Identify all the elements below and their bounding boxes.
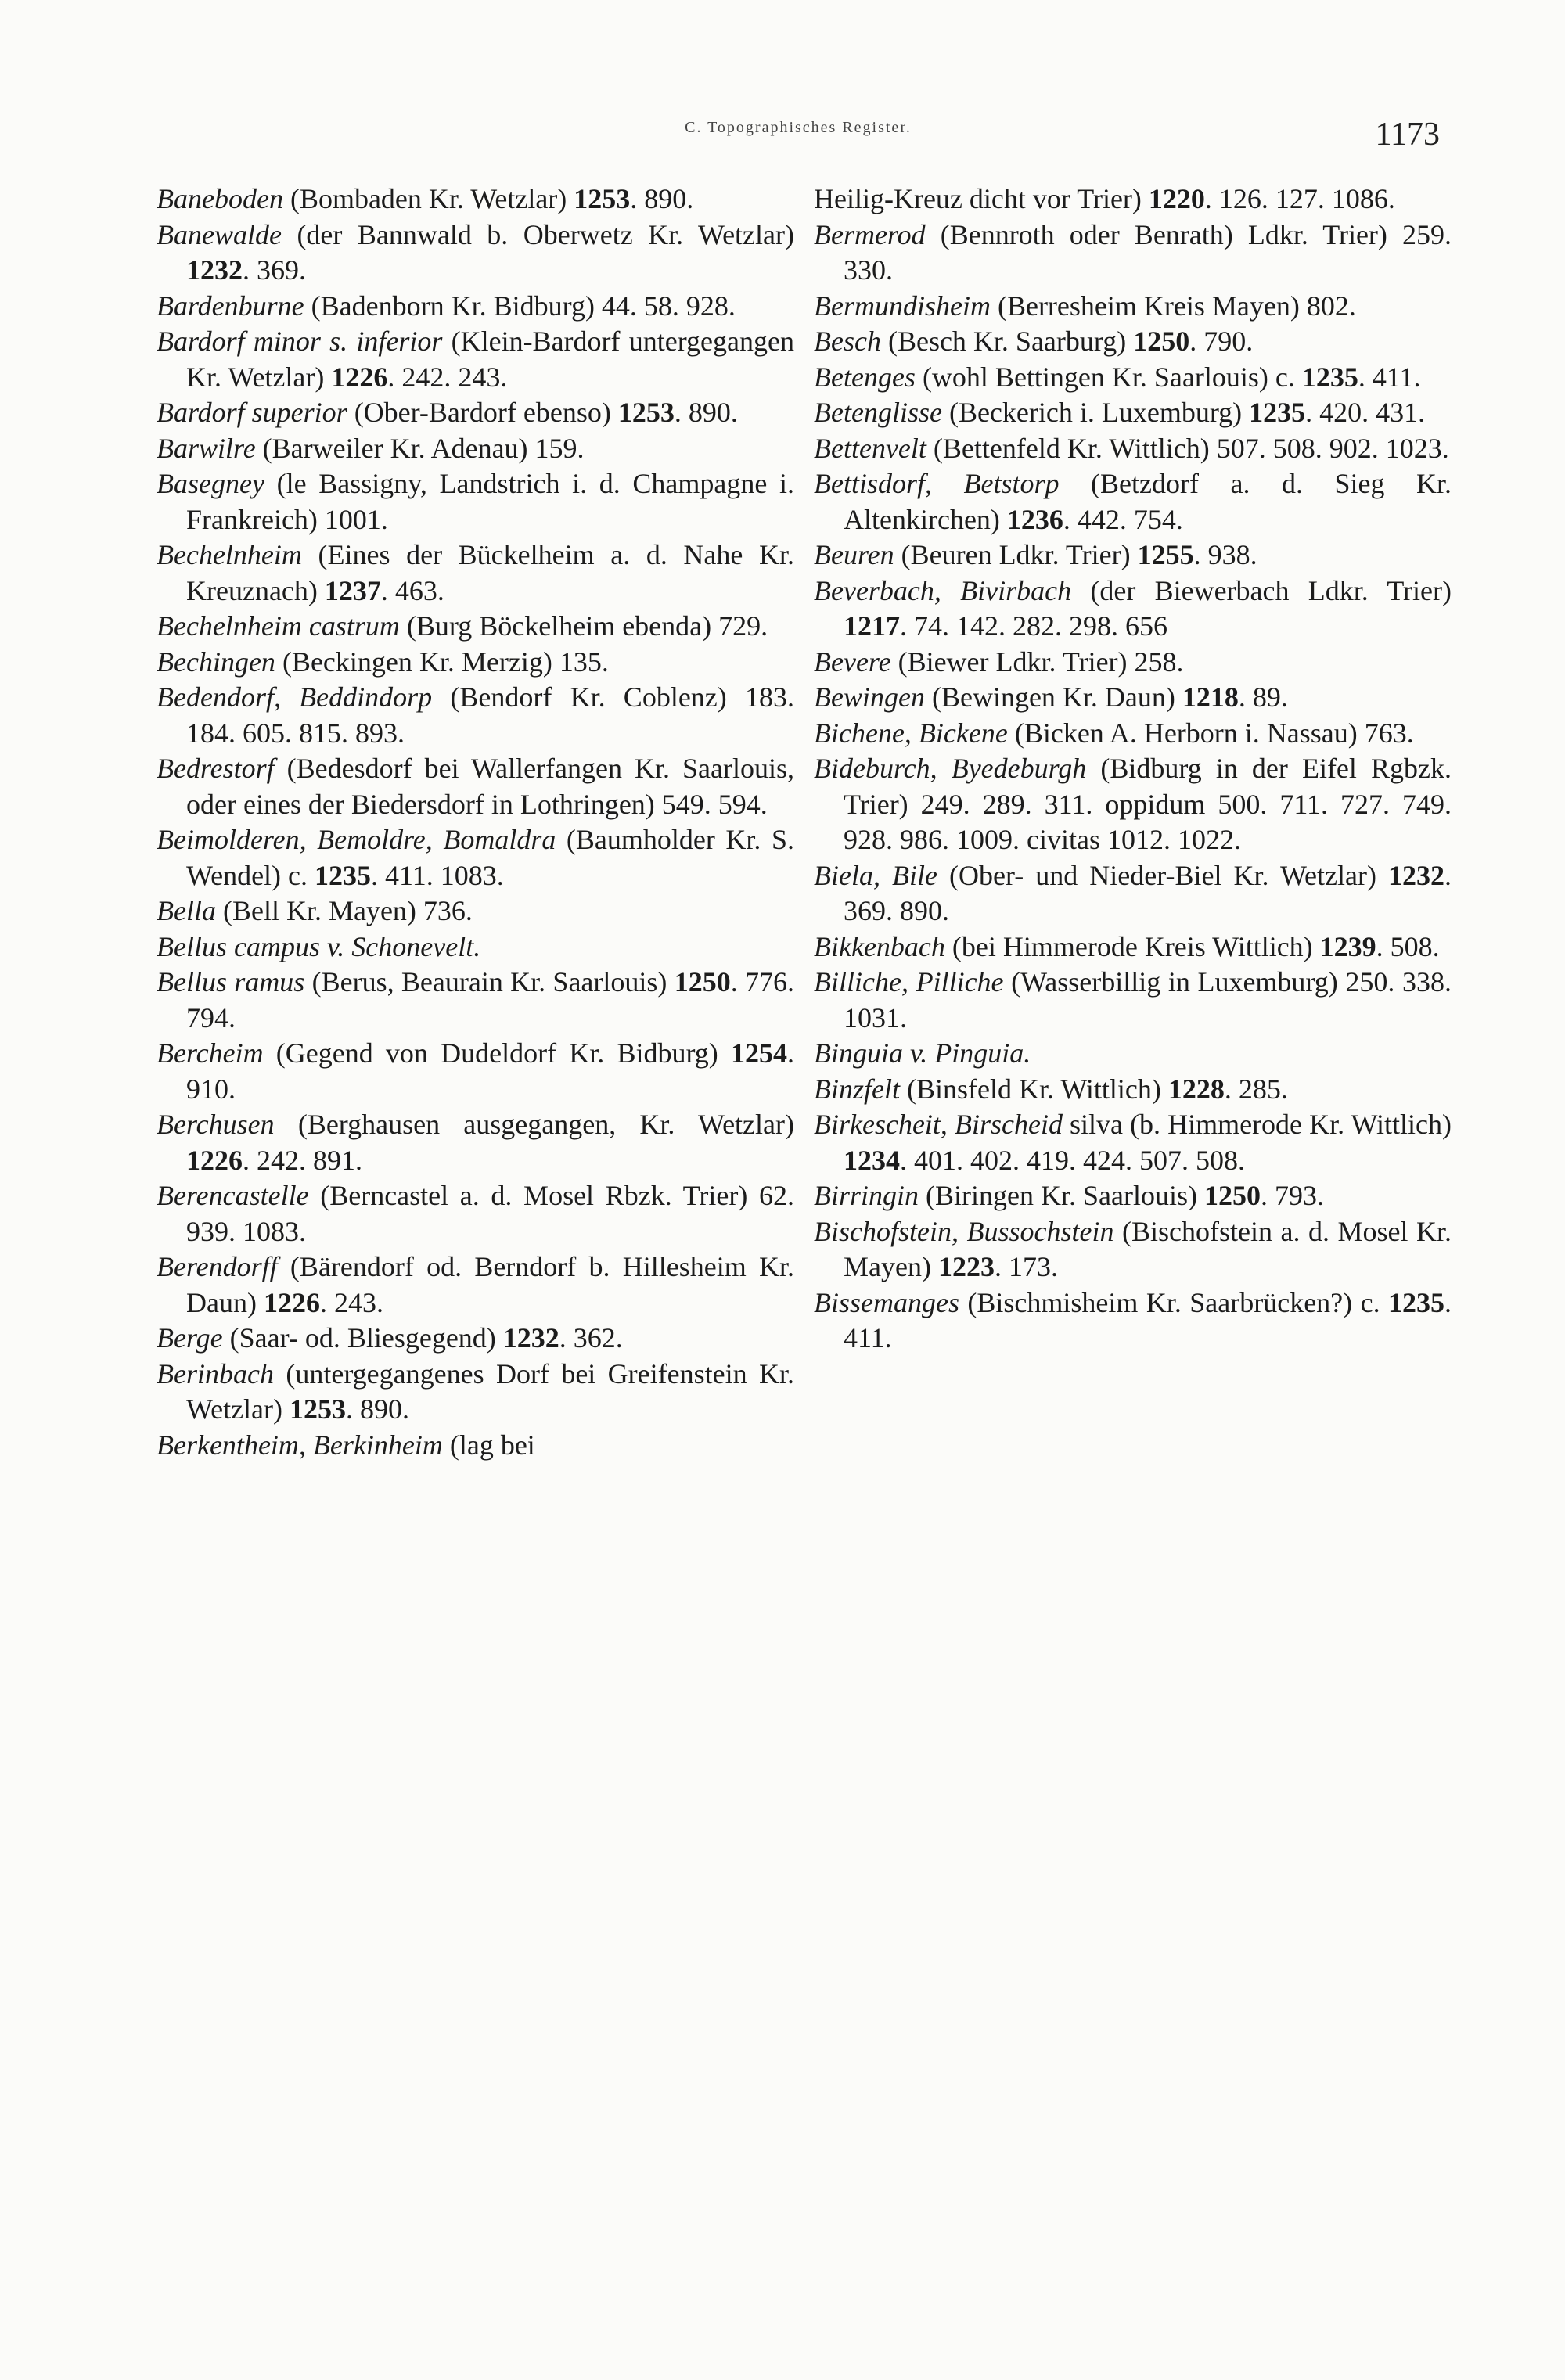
entry-text: . 401. 402. 419. 424. 507. 508. [900,1144,1245,1176]
register-entry [814,1072,1452,1108]
entry-headword: Binzfelt [814,1073,900,1105]
entry-text: (Eines der Bückelheim a. d. Nahe Kr. Kreuznach) [186,539,794,606]
entry-year: 1255 [1137,539,1194,570]
entry-headword: Bellus campus v. Schonevelt. [156,930,481,962]
entry-text: (Berresheim Kreis Mayen) 802. [990,289,1356,322]
register-entry [814,858,1452,929]
entry-headword: Barwilre [156,432,256,464]
entry-headword: Billiche, Pilliche [814,966,1004,998]
register-entry [814,1214,1452,1285]
entry-headword: Bellus ramus [156,966,305,998]
register-entry [156,466,794,537]
entry-text: (Bicken A. Herborn i. Nassau) 763. [1007,717,1414,749]
register-entry [156,965,794,1036]
register-entry [156,751,794,822]
register-entry [156,1321,794,1357]
entry-text: (Berncastel a. d. Mosel Rbzk. Trier) 62. 939. 1083. [186,1180,794,1247]
entry-headword: Bermundisheim [814,289,991,322]
entry-text: (der Biewerbach Ldkr. Trier) [1071,574,1452,606]
entry-headword: Bardorf minor s. inferior [156,325,443,357]
entry-text: silva (b. Himmerode Kr. Wittlich) [1062,1109,1452,1140]
entry-text: . 242. 891. [243,1144,362,1176]
entry-text: . 420. 431. [1305,397,1426,428]
entry-headword: Bichene, Bickene [814,717,1008,749]
register-entry [156,645,794,681]
entry-year: 1253 [617,397,675,428]
entry-text: (Beuren Ldkr. Trier) [894,539,1138,570]
entry-headword: Bissemanges [814,1286,959,1318]
register-entry [814,1036,1452,1072]
entry-headword: Beverbach, Bivirbach [814,574,1072,606]
entry-headword: Bardenburne [156,289,304,322]
entry-year: 1220 [1148,183,1205,214]
entry-headword: Betenges [814,361,916,393]
entry-headword: Betenglisse [814,397,942,428]
register-entry [156,1249,794,1321]
entry-headword: Bikkenbach [814,930,945,962]
entry-year: 1250 [674,966,731,998]
entry-text: (Bettenfeld Kr. Wittlich) 507. 508. 902. 1023. [926,432,1449,464]
entry-text: (Bombaden Kr. Wetzlar) [282,183,574,214]
entry-text: (Saar- od. Bliesgegend) [222,1322,503,1354]
entry-text: . 793. [1260,1180,1324,1211]
entry-text: Heilig-Kreuz dicht vor Trier) [814,183,1149,214]
register-entry [156,680,794,751]
register-entry [156,1107,794,1178]
register-entry [814,1107,1452,1178]
entry-text: (Betzdorf a. d. Sieg Kr. Altenkirchen) [844,468,1452,535]
entry-headword: Birkescheit, Birscheid [814,1109,1063,1140]
page-number: 1173 [1375,117,1440,153]
entry-year: 1226 [331,361,388,393]
right-column [814,182,1452,1357]
entry-text: (Beckerich i. Luxemburg) [941,397,1250,428]
register-entry [814,537,1452,573]
entry-year: 1232 [186,254,243,286]
register-entry [156,431,794,467]
register-entry [156,929,794,965]
entry-text: (Burg Böckelheim ebenda) 729. [399,610,768,642]
entry-headword: Berinbach [156,1357,274,1390]
entry-text: . 362. [559,1322,623,1354]
entry-headword: Bedrestorf [156,753,275,784]
entry-text: . 285. [1224,1073,1288,1105]
entry-text: . 74. 142. 282. 298. 656 [900,610,1167,642]
entry-headword: Bechingen [156,645,275,678]
entry-year: 1218 [1182,681,1239,713]
entry-text: . 411. [844,1286,1452,1354]
entry-text: . 173. [994,1251,1058,1282]
register-entry [156,609,794,645]
register-entry [156,289,794,325]
entry-headword: Berencastelle [156,1180,309,1211]
entry-text: . 442. 754. [1063,503,1183,535]
entry-headword: Bettenvelt [814,432,926,464]
entry-year: 1250 [1133,325,1190,357]
entry-text: (Bewingen Kr. Daun) [924,681,1182,713]
entry-text: . 89. [1238,681,1288,713]
running-title: C. Topographisches Register. [685,119,912,136]
entry-text: (untergegangenes Dorf bei Greifenstein Kr. Wetzlar) [186,1357,794,1425]
entry-headword: Bechelnheim castrum [156,610,400,642]
register-entry [814,680,1452,716]
entry-year: 1237 [324,574,381,606]
entry-year: 1239 [1319,930,1376,962]
register-entry [814,218,1452,289]
entry-text: . 243. [319,1286,383,1318]
entry-text: . 411. [1358,361,1421,393]
register-entry [156,324,794,395]
register-entry [814,360,1452,396]
entry-text: (Bischmisheim Kr. Saarbrücken?) c. [959,1286,1388,1318]
register-entry [814,965,1452,1036]
entry-text: (Besch Kr. Saarburg) [880,325,1134,357]
entry-headword: Birringin [814,1180,919,1211]
entry-text: (Badenborn Kr. Bidburg) 44. 58. 928. [304,289,736,322]
entry-text: . 776. 794. [186,966,795,1034]
register-entry [156,182,794,218]
entry-headword: Biela, Bile [814,859,937,891]
entry-headword: Bettisdorf, Betstorp [814,468,1060,499]
entry-year: 1235 [315,859,372,891]
register-entry [814,716,1452,752]
register-entry [156,395,794,431]
register-entry [814,929,1452,965]
entry-text: (Bendorf Kr. Coblenz) 183. 184. 605. 815. 893. [186,681,794,749]
entry-headword: Berge [156,1322,223,1354]
entry-year: 1236 [1006,503,1063,535]
entry-text: (Beckingen Kr. Merzig) 135. [275,645,609,678]
entry-text: . 369. [243,254,306,286]
entry-text: (Bärendorf od. Berndorf b. Hillesheim Kr. Daun) [186,1251,794,1318]
entry-text: (Baumholder Kr. S. Wendel) c. [186,824,794,891]
page-header [156,116,1440,153]
entry-text: (bei Himmerode Kreis Wittlich) [944,930,1320,962]
entry-text: (Bidburg in der Eifel Rgbzk. Trier) 249. 289. 311. oppidum 500. 711. 727. 749. 928. 986. 1009. civitas 1012. 1022. [844,753,1452,855]
entry-text: (Biringen Kr. Saarlouis) [919,1180,1204,1211]
entry-headword: Berendorff [156,1251,278,1282]
entry-headword: Bedendorf, Beddindorp [156,681,433,713]
register-entry [814,1178,1452,1214]
left-column [156,182,794,1463]
entry-headword: Baneboden [156,183,283,214]
entry-headword: Bewingen [814,681,925,713]
entry-year: 1226 [186,1144,243,1176]
register-entry [156,1178,794,1249]
entry-year: 1226 [263,1286,320,1318]
entry-text: . 890. [346,1393,410,1425]
entry-text: . 890. [674,397,738,428]
entry-text: (Barweiler Kr. Adenau) 159. [255,432,585,464]
entry-text: . 126. 127. 1086. [1204,183,1395,214]
entry-headword: Bardorf superior [156,397,347,428]
entry-text: (Bell Kr. Mayen) 736. [215,895,473,926]
register-entry [156,1357,794,1428]
entry-headword: Bechelnheim [156,539,302,570]
entry-headword: Beuren [814,539,894,570]
entry-year: 1235 [1301,361,1358,393]
entry-year: 1250 [1203,1180,1261,1211]
entry-headword: Besch [814,325,881,357]
entry-text: (der Bannwald b. Oberwetz Kr. Wetzlar) [281,218,794,250]
entry-headword: Bideburch, Byedeburgh [814,753,1087,784]
entry-year: 1223 [937,1251,995,1282]
entry-year: 1235 [1249,397,1306,428]
entry-headword: Berkentheim, Berkinheim [156,1429,443,1461]
register-entry [156,218,794,289]
register-entry [814,1285,1452,1357]
entry-year: 1235 [1388,1286,1444,1318]
entry-text: (Bischofstein a. d. Mosel Kr. Mayen) [844,1215,1452,1282]
entry-text: (Klein-Bardorf untergegangen Kr. Wetzlar) [186,325,794,393]
entry-text: . 508. [1376,930,1440,962]
register-entry [156,1428,794,1464]
entry-year: 1234 [844,1144,900,1176]
register-entry [814,182,1452,218]
entry-text: (wohl Bettingen Kr. Saarlouis) c. [915,361,1302,393]
register-entry [814,466,1452,537]
register-entry [814,645,1452,681]
entry-year: 1228 [1167,1073,1225,1105]
entry-text: . 369. 890. [844,859,1452,926]
entry-text: (Bennroth oder Benrath) Ldkr. Trier) 259. 330. [844,218,1452,286]
entry-year: 1254 [731,1037,787,1069]
entry-headword: Beimolderen, Bemoldre, Bomaldra [156,824,556,855]
entry-text: (Binsfeld Kr. Wittlich) [900,1073,1168,1105]
entry-headword: Binguia v. Pinguia. [814,1037,1031,1069]
entry-year: 1232 [502,1322,559,1354]
entry-text: . 890. [630,183,694,214]
entry-text: (Gegend von Dudeldorf Kr. Bidburg) [263,1037,731,1069]
register-entry [814,573,1452,645]
register-entry [156,1036,794,1107]
register-entry [814,289,1452,325]
entry-text: (Bedesdorf bei Wallerfangen Kr. Saarlouis, oder eines der Biedersdorf in Lothringen) 549. 594. [186,753,794,820]
entry-text: . 938. [1193,539,1257,570]
entry-headword: Bercheim [156,1037,264,1069]
entry-text: . 242. 243. [387,361,508,393]
entry-text: (Ober- und Nieder-Biel Kr. Wetzlar) [937,859,1388,891]
entry-text: . 910. [186,1037,794,1105]
entry-text: (Ober-Bardorf ebenso) [347,397,618,428]
register-entry [814,395,1452,431]
entry-headword: Bella [156,895,216,926]
register-entry [814,751,1452,858]
entry-year: 1253 [290,1393,347,1425]
entry-text: (Berus, Beaurain Kr. Saarlouis) [304,966,675,998]
entry-headword: Bischofstein, Bussochstein [814,1215,1114,1247]
entry-headword: Bermerod [814,218,926,250]
entry-text: (lag bei [442,1429,535,1461]
entry-text: (Biewer Ldkr. Trier) 258. [890,645,1184,678]
entry-text: (Wasserbillig in Luxemburg) 250. 338. 1031. [844,966,1452,1034]
entry-text: . 790. [1189,325,1254,357]
register-entry [156,537,794,609]
entry-text: . 463. [380,574,444,606]
register-entry [156,822,794,893]
register-entry [814,431,1452,467]
entry-text: . 411. 1083. [371,859,504,891]
entry-text: (le Bassigny, Landstrich i. d. Champagne i. Frankreich) 1001. [186,468,794,535]
entry-headword: Berchusen [156,1109,275,1140]
entry-headword: Banewalde [156,218,282,250]
entry-headword: Basegney [156,468,264,499]
entry-headword: Bevere [814,645,891,678]
entry-text: (Berghausen ausgegangen, Kr. Wetzlar) [274,1109,794,1140]
register-entry [814,324,1452,360]
entry-year: 1217 [844,610,900,642]
register-entry [156,893,794,929]
entry-year: 1232 [1388,859,1444,891]
entry-year: 1253 [574,183,631,214]
